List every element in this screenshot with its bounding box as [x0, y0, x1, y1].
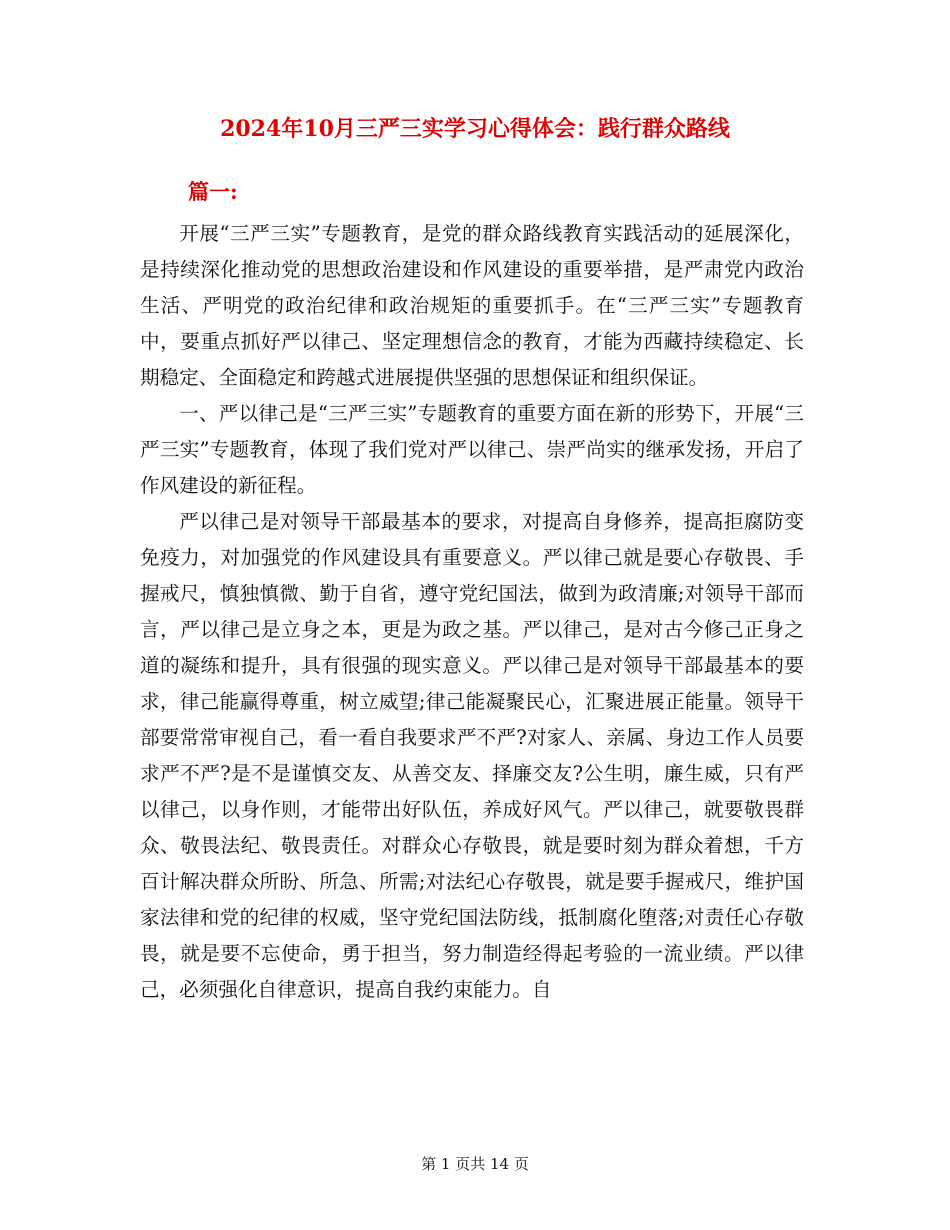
- document-title: 2024年10月三严三实学习心得体会：践行群众路线: [220, 116, 730, 142]
- page-footer: 第 1 页共 14 页: [421, 1155, 529, 1173]
- section-heading: 篇一:: [188, 179, 238, 204]
- paragraph-2: 一、严以律己是“三严三实”专题教育的重要方面在新的形势下，开展“三严三实”专题教育，体现了我们党对严以律己、崇严尚实的继承发扬，开启了作风建设的新征程。: [140, 402, 804, 497]
- paragraph-1: 开展“三严三实”专题教育，是党的群众路线教育实践活动的延展深化，是持续深化推动党的思想政治建设和作风建设的重要举措，是严肃党内政治生活、严明党的政治纪律和政治规矩的重要抓手。在“三严三实”专题教育中，要重点抓好严以律己、坚定理想信念的教育，才能为西藏持续稳定、长期稳定、全面稳定和跨越式进展提供坚强的思想保证和组织保证。: [140, 222, 804, 389]
- paragraph-3: 严以律己是对领导干部最基本的要求，对提高自身修养，提高拒腐防变免疫力，对加强党的作风建设具有重要意义。严以律己就是要心存敬畏、手握戒尺，慎独慎微、勤于自省，遵守党纪国法，做到为政清廉;对领导干部而言，严以律己是立身之本，更是为政之基。严以律己，是对古今修己正身之道的凝练和提升，具有很强的现实意义。严以律己是对领导干部最基本的要求，律己能赢得尊重，树立威望;律己能凝聚民心，汇聚进展正能量。领导干部要常常审视自己，看一看自我要求严不严?对家人、亲属、身边工作人员要求严不严?是不是谨慎交友、从善交友、择廉交友?公生明，廉生威，只有严以律己，以身作则，才能带出好队伍，养成好风气。严以律己，就要敬畏群众、敬畏法纪、敬畏责任。对群众心存敬畏，就是要时刻为群众着想，千方百计解决群众所盼、所急、所需;对法纪心存敬畏，就是要手握戒尺，维护国家法律和党的纪律的权威，坚守党纪国法防线，抵制腐化堕落;对责任心存敬畏，就是要不忘使命，勇于担当，努力制造经得起考验的一流业绩。严以律己，必须强化自律意识，提高自我约束能力。自: [140, 510, 804, 1001]
- document-body: [140, 216, 804, 1008]
